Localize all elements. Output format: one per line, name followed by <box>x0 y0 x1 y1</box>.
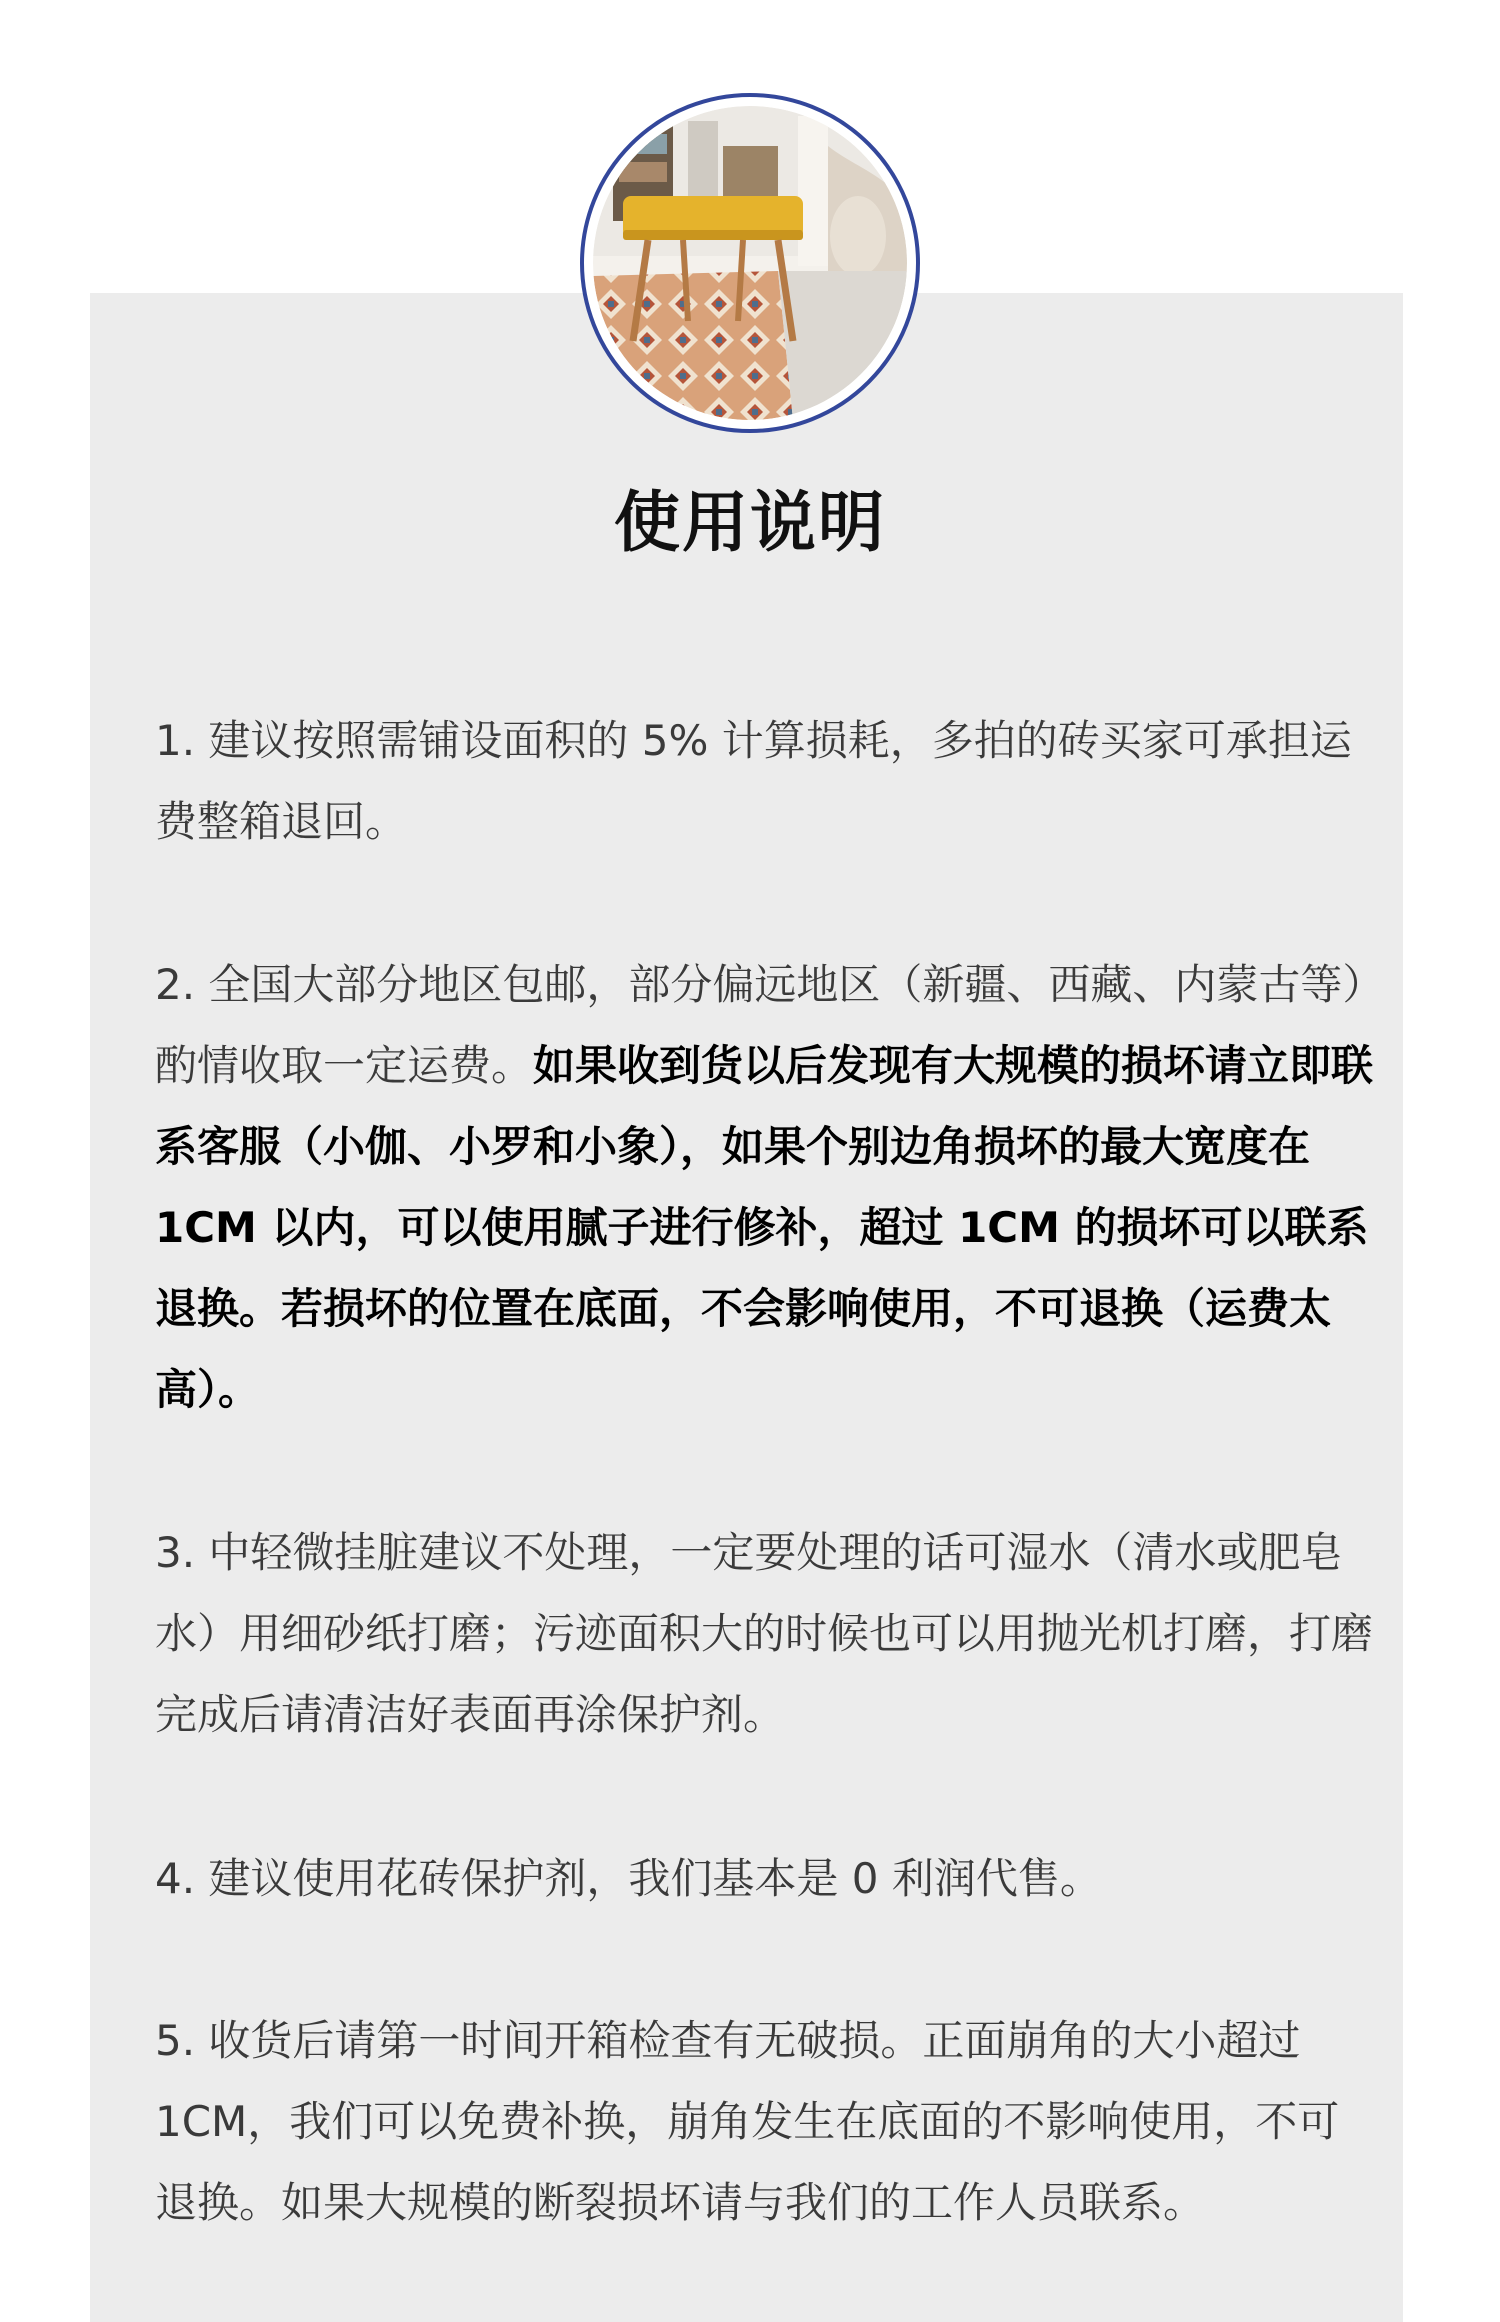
instruction-2-plain: 2. 全国大部分地区包邮，部分偏远地区（新疆、西藏、内蒙古等）酌情收取一定运费。 <box>155 960 1364 1090</box>
product-photo-frame <box>580 93 920 433</box>
instruction-4: 4. 建议使用花砖保护剂，我们基本是 0 利润代售。 <box>155 1854 1102 1903</box>
furniture-photo-icon <box>593 106 907 420</box>
instruction-3: 3. 中轻微挂脏建议不处理，一定要处理的话可湿水（清水或肥皂水）用细砂纸打磨；污迹面积大的时候也可以用抛光机打磨，打磨完成后请清洁好表面再涂保护剂。 <box>155 1528 1374 1739</box>
page-title: 使用说明 <box>614 484 886 561</box>
instruction-2 <box>155 944 1380 1430</box>
instruction-2-emphasis: 如果收到货以后发现有大规模的损坏请立即联系客服（小伽、小罗和小象），如果个别边角损坏的最大宽度在 1CM 以内，可以使用腻子进行修补，超过 1CM 的损坏可以联系退换。若损坏的位置在底面，不会影响使用，不可退换（运费太高）。 <box>155 1041 1374 1414</box>
instruction-5: 5. 收货后请第一时间开箱检查有无破损。正面崩角的大小超过 1CM，我们可以免费补换，崩角发生在底面的不影响使用，不可退换。如果大规模的断裂损坏请与我们的工作人员联系。 <box>155 2016 1340 2227</box>
instruction-1: 1. 建议按照需铺设面积的 5% 计算损耗，多拍的砖买家可承担运费整箱退回。 <box>155 716 1352 846</box>
